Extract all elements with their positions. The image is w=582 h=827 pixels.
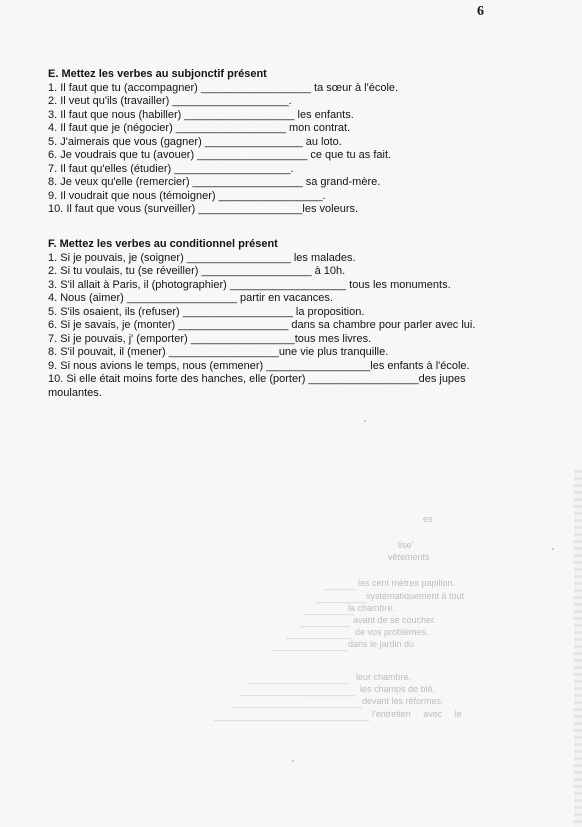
bleed-through-text: es <box>423 514 433 524</box>
exercise-f-line-2: 2. Si tu voulais, tu (se réveiller) __________________ à 10h. <box>48 265 346 277</box>
exercise-f-line-5: 5. S'ils osaient, ils (refuser) __________________ la proposition. <box>48 305 365 318</box>
bleed-through-blank: _____________ <box>286 629 352 639</box>
bleed-through-text: vêtements <box>388 552 430 562</box>
scan-speck <box>292 760 294 762</box>
bleed-through-text: devant les réformes. <box>362 696 444 706</box>
exercise-f-title: F. Mettez les verbes au conditionnel présent <box>48 238 278 250</box>
exercise-f <box>48 238 518 400</box>
exercise-e-line-4: 4. Il faut que je (négocier) __________________ mon contrat. <box>48 122 351 134</box>
bleed-through-text: de vos problèmes. <box>355 627 429 637</box>
exercise-f-line-9: 9. Si nous avions le temps, nous (emmener) _________________les enfants à l'école. <box>48 359 470 372</box>
scan-speck <box>552 548 554 550</box>
exercise-f-line-8: 8. S'il pouvait, il (mener) __________________une vie plus tranquille. <box>48 346 389 358</box>
bleed-through-blank: __________ <box>316 593 367 603</box>
bleed-through-text: l'entretien avec le <box>372 709 462 719</box>
bleed-through-text: lise' <box>398 540 414 550</box>
exercise-e-line-2: 2. Il veut qu'ils (travailler) ___________________. <box>48 95 292 107</box>
bleed-through-blank: __________________________ <box>232 698 363 708</box>
bleed-through-text: les champs de blé. <box>360 684 436 694</box>
exercise-e-line-5: 5. J'aimerais que vous (gagner) ________________ au loto. <box>48 135 342 148</box>
exercise-e-line-7: 7. Il faut qu'elles (étudier) ___________________. <box>48 162 294 175</box>
bleed-through-blank: ______ <box>325 580 356 590</box>
exercise-f-line-4: 4. Nous (aimer) __________________ partir en vacances. <box>48 292 333 304</box>
exercise-e-title: E. Mettez les verbes au subjonctif présent <box>48 68 267 80</box>
bleed-through-text: les cent mètres papillon. <box>358 578 456 588</box>
bleed-through-text: leur chambre. <box>356 672 412 682</box>
exercise-f-line-6: 6. Si je savais, je (monter) __________________ dans sa chambre pour parler avec lui. <box>48 319 476 331</box>
exercise-e-line-10: 10. Il faut que vous (surveiller) _________________les voleurs. <box>48 203 359 215</box>
bleed-through-blank: _______________ <box>272 641 348 651</box>
bleed-through-text: avant de se coucher. <box>353 615 437 625</box>
exercise-f-line-7: 7. Si je pouvais, j' (emporter) _________________tous mes livres. <box>48 332 372 345</box>
bleed-through-blank: ____________________ <box>248 674 349 684</box>
bleed-through-text: la chambre. <box>348 603 396 613</box>
exercise-e-line-9: 9. Il voudrait que nous (témoigner) _________________. <box>48 189 326 202</box>
exercise-f-line-10: 10. Si elle était moins forte des hanches, elle (porter) __________________des jupes moulantes. <box>48 373 469 399</box>
scan-edge <box>574 470 582 827</box>
exercise-e-line-1: 1. Il faut que tu (accompagner) __________________ ta sœur à l'école. <box>48 81 399 94</box>
exercise-f-line-1: 1. Si je pouvais, je (soigner) _________________ les malades. <box>48 251 356 264</box>
scan-speck <box>364 420 366 422</box>
bleed-through-blank: __________ <box>300 617 351 627</box>
exercise-e-line-6: 6. Je voudrais que tu (avouer) __________________ ce que tu as fait. <box>48 149 392 161</box>
exercise-e-line-8: 8. Je veux qu'elle (remercier) __________________ sa grand-mère. <box>48 176 381 188</box>
bleed-through-blank: _______________________ <box>240 686 356 696</box>
exercise-e <box>48 68 518 217</box>
exercise-f-line-3: 3. S'il allait à Paris, il (photographier) ___________________ tous les monuments. <box>48 278 451 291</box>
bleed-through-text: dans le jardin du <box>348 639 415 649</box>
bleed-through-blank: __________ <box>304 605 355 615</box>
exercise-e-line-3: 3. Il faut que nous (habiller) __________________ les enfants. <box>48 108 354 121</box>
page-number: 6 <box>477 4 484 19</box>
bleed-through-blank: _______________________________ <box>214 711 370 721</box>
bleed-through-text: systématiquement à tout <box>366 591 465 601</box>
